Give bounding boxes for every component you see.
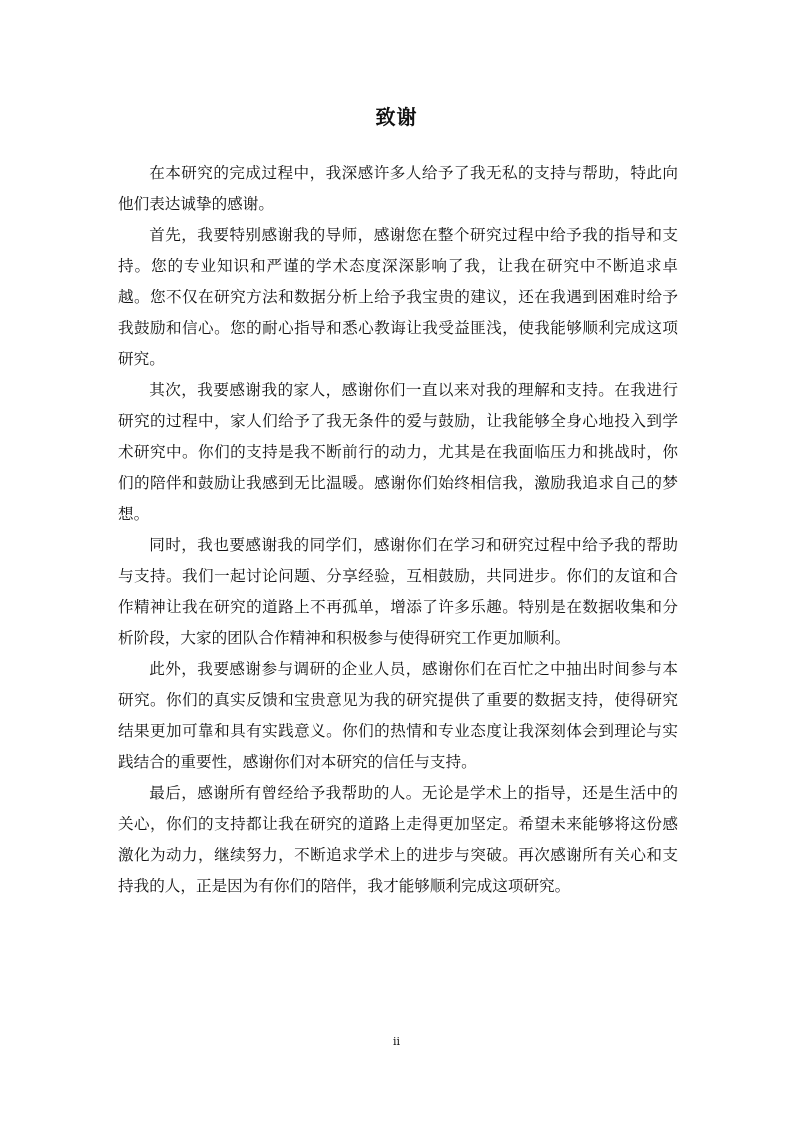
paragraph-advisor: 首先，我要特别感谢我的导师，感谢您在整个研究过程中给予我的指导和支持。您的专业知识和严谨的学术态度深深影响了我，让我在研究中不断追求卓越。您不仅在研究方法和数据分析上给予我宝贵的建议，还在我遇到困难时给予我鼓励和信心。您的耐心指导和悉心教诲让我受益匪浅，使我能够顺利完成这项研究。 (118, 226, 678, 368)
paragraph-enterprise: 此外，我要感谢参与调研的企业人员，感谢你们在百忙之中抽出时间参与本研究。你们的真实反馈和宝贵意见为我的研究提供了重要的数据支持，使得研究结果更加可靠和具有实践意义。你们的热情和专业态度让我深刻体会到理论与实践结合的重要性，感谢你们对本研究的信任与支持。 (118, 660, 678, 771)
paragraph-classmates: 同时，我也要感谢我的同学们，感谢你们在学习和研究过程中给予我的帮助与支持。我们一起讨论问题、分享经验，互相鼓励，共同进步。你们的友谊和合作精神让我在研究的道路上不再孤单，增添了许多乐趣。特别是在数据收集和分析阶段，大家的团队合作精神和积极参与使得研究工作更加顺利。 (118, 536, 678, 647)
paragraph-intro: 在本研究的完成过程中，我深感许多人给予了我无私的支持与帮助，特此向他们表达诚挚的感谢。 (118, 164, 678, 213)
paragraph-family: 其次，我要感谢我的家人，感谢你们一直以来对我的理解和支持。在我进行研究的过程中，家人们给予了我无条件的爱与鼓励，让我能够全身心地投入到学术研究中。你们的支持是我不断前行的动力，尤其是在我面临压力和挑战时，你们的陪伴和鼓励让我感到无比温暖。感谢你们始终相信我，激励我追求自己的梦想。 (118, 381, 678, 523)
page-number: ii (392, 1035, 401, 1048)
acknowledgement-body (118, 158, 678, 902)
paragraph-closing: 最后，感谢所有曾经给予我帮助的人。无论是学术上的指导，还是生活中的关心，你们的支持都让我在研究的道路上走得更加坚定。希望未来能够将这份感激化为动力，继续努力，不断追求学术上的进步与突破。再次感谢所有关心和支持我的人，正是因为有你们的陪伴，我才能够顺利完成这项研究。 (118, 784, 678, 895)
page-title: 致谢 (375, 105, 418, 129)
